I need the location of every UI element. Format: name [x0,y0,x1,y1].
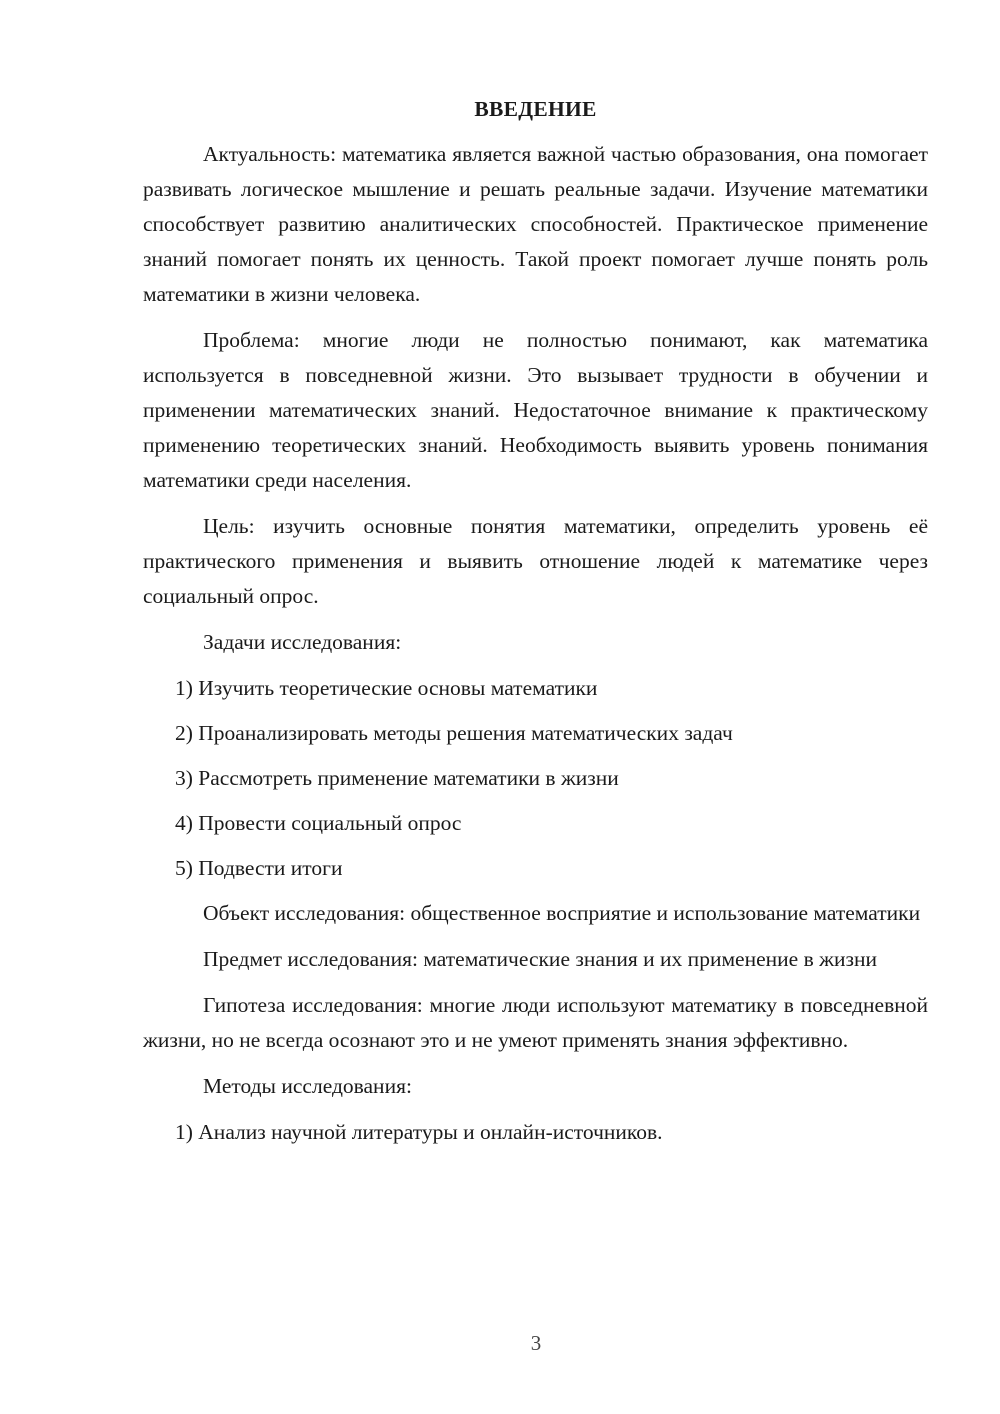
list-item: 3) Рассмотреть применение математики в жизни [175,766,619,790]
list-item: 1) Изучить теоретические основы математики [175,676,598,700]
list-item: 4) Провести социальный опрос [175,811,462,835]
subject-paragraph: Предмет исследования: математические знания и их применение в жизни [203,947,877,971]
document-page [143,92,928,1160]
tasks-list [143,671,928,886]
relevance-paragraph: Актуальность: математика является важной частью образования, она помогает развивать логическое мышление и решать реальные задачи. Изучение математики способствует развитию аналитических способностей. Практическое применение знаний помогает понять их ценность. Такой проект помогает лучше понять роль математики в жизни человека. [143,142,928,306]
problem-paragraph: Проблема: многие люди не полностью понимают, как математика используется в повседневной жизни. Это вызывает трудности в обучении и применении математических знаний. Недостаточное внимание к практическому применению теоретических знаний. Необходимость выявить уровень понимания математики среди населения. [143,328,928,492]
hypothesis-paragraph: Гипотеза исследования: многие люди используют математику в повседневной жизни, но не всегда осознают это и не умеют применять знания эффективно. [143,993,928,1052]
goal-paragraph: Цель: изучить основные понятия математики, определить уровень её практического применения и выявить отношение людей к математике через социальный опрос. [143,514,928,608]
methods-heading: Методы исследования: [203,1074,412,1098]
tasks-heading: Задачи исследования: [203,630,402,654]
object-paragraph: Объект исследования: общественное восприятие и использование математики [203,901,921,925]
page-title: ВВЕДЕНИЕ [474,97,597,121]
methods-list [143,1115,928,1150]
list-item: 2) Проанализировать методы решения математических задач [175,721,733,745]
list-item: 5) Подвести итоги [175,856,343,880]
page-number: 3 [530,1331,542,1355]
list-item: 1) Анализ научной литературы и онлайн-источников. [175,1120,663,1144]
